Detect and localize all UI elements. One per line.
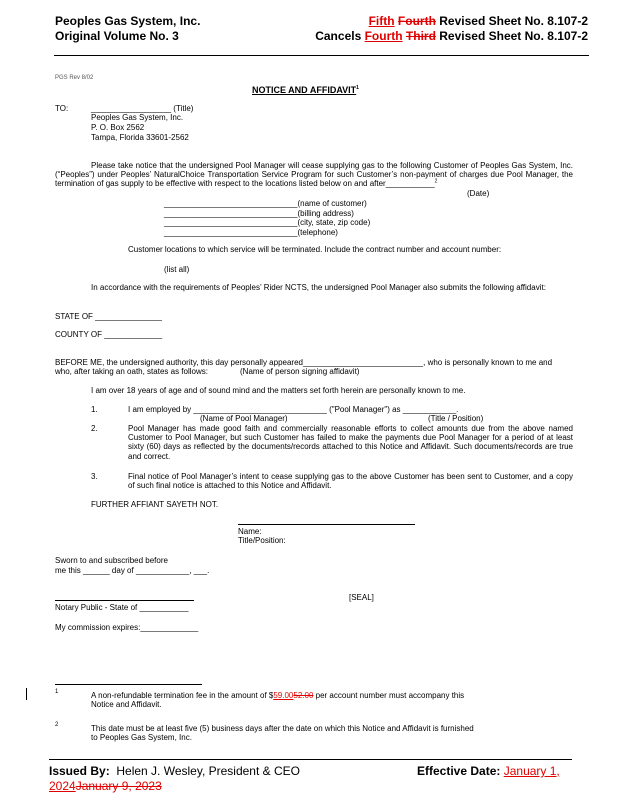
issued-by	[49, 764, 300, 778]
commission-expires-field: My commission expires:_____________	[55, 623, 199, 632]
cancels-new-revision: Fourth	[364, 29, 403, 43]
billing-address-field: ______________________________(billing address)	[164, 209, 354, 218]
item-3-number: 3.	[91, 472, 98, 481]
footnote-2-line-2: to Peoples Gas System, Inc.	[91, 733, 192, 742]
footnote-separator	[55, 684, 202, 685]
footnote-2-line-1: This date must be at least five (5) business days after the date on which this Notice and Affidavit is furnished	[91, 724, 474, 733]
footnote-1-old-amount: 52.00	[293, 691, 314, 700]
effective-date-new-b: 2024	[49, 779, 76, 793]
footnote-1-text	[91, 691, 464, 700]
effective-date-line-2	[49, 779, 162, 793]
page-title	[252, 85, 359, 95]
footer-rule	[49, 759, 572, 760]
cancels-old-revision: Third	[405, 29, 436, 43]
item-1-text: I am employed by ______________________________ ("Pool Manager") as ____________.	[128, 405, 459, 414]
issued-by-label: Issued By:	[49, 764, 110, 778]
further-affiant-text: FURTHER AFFIANT SAYETH NOT.	[91, 500, 219, 509]
to-address-2: P. O. Box 2562	[91, 123, 145, 132]
to-address-3: Tampa, Florida 33601-2562	[91, 133, 189, 142]
city-state-zip-field: ______________________________(city, state, zip code)	[164, 218, 371, 227]
footnote-1-text-b: per account number must accompany this	[313, 691, 465, 700]
item-3-text: Final notice of Pool Manager’s intent to cease supplying gas to the above Customer has been sent to Customer, and a copy of such final notice is attached to this Notice and Affidavit.	[128, 472, 573, 491]
notice-footnote-ref: 2	[434, 178, 438, 185]
title-text: NOTICE AND AFFIDAVIT	[252, 85, 357, 95]
locations-text: Customer locations to which service will be terminated. Include the contract number and account number:	[128, 245, 502, 254]
header-rule	[54, 55, 589, 56]
footnote-1-text-a: A non-refundable termination fee in the amount of $	[91, 691, 274, 700]
person-signing-label: (Name of person signing affidavit)	[240, 367, 360, 376]
before-me-text: BEFORE ME, the undersigned authority, this day personally appeared___________________________, who is personally known to me and	[55, 358, 553, 367]
issued-by-value: Helen J. Wesley, President & CEO	[116, 764, 300, 778]
over-18-text: I am over 18 years of age and of sound mind and the matters set forth herein are personally known to me.	[91, 386, 466, 395]
sheet-number	[369, 14, 588, 28]
title-position-label: (Title / Position)	[428, 414, 484, 423]
to-title-line: __________________ (Title)	[91, 104, 194, 113]
title-footnote-ref: 1	[356, 85, 359, 91]
customer-name-field: ______________________________(name of customer)	[164, 199, 367, 208]
notice-text: Please take notice that the undersigned Pool Manager will cease supplying gas to the following Customer of Peoples Gas System, Inc. (“Peoples”) under Peoples’ NaturalChoice Transportation Service Program for such Customer’s non-payment of charges due Pool Manager, the termination of gas supply to be effective with respect to the locations listed below on and after___________	[55, 161, 573, 189]
sheet-new-revision: Fifth	[368, 14, 395, 28]
item-1-number: 1.	[91, 405, 98, 414]
notary-public-label: Notary Public - State of ___________	[55, 603, 189, 612]
form-revision: PGS Rev 8/02	[55, 75, 94, 81]
volume-label: Original Volume No. 3	[55, 29, 179, 43]
effective-date	[417, 764, 560, 778]
rider-text: In accordance with the requirements of Peoples’ Rider NCTS, the undersigned Pool Manager also submits the following affidavit:	[91, 283, 546, 292]
to-address-1: Peoples Gas System, Inc.	[91, 113, 184, 122]
notary-signature-line	[55, 600, 194, 601]
footnote-1-line-2: Notice and Affidavit.	[91, 700, 162, 709]
sworn-text-2: me this ______ day of ____________, ___.	[55, 566, 210, 575]
sheet-old-revision: Fourth	[397, 14, 436, 28]
footnote-1-new-amount: 59.00	[273, 691, 294, 700]
sworn-text-1: Sworn to and subscribed before	[55, 556, 168, 565]
company-name: Peoples Gas System, Inc.	[55, 14, 201, 28]
cancels-suffix: Revised Sheet No. 8.107-2	[435, 29, 588, 43]
to-label: TO:	[55, 104, 69, 113]
date-label: (Date)	[467, 189, 490, 198]
sheet-suffix: Revised Sheet No. 8.107-2	[435, 14, 588, 28]
cancels-prefix: Cancels	[315, 29, 365, 43]
footnote-2-number: 2	[55, 722, 59, 728]
notice-paragraph	[55, 161, 573, 189]
effective-date-label: Effective Date:	[417, 764, 501, 778]
state-of-field: STATE OF _______________	[55, 312, 162, 321]
cancels-sheet	[315, 29, 588, 43]
change-bar	[26, 688, 27, 700]
item-2-text: Pool Manager has made good faith and commercially reasonable efforts to collect amounts due from the above named Customer to Pool Manager, but such Customer has failed to make the payments due Pool Manager for a period of at least sixty (60) days as reflected by the documents/records attached to this Notice and Affidavit. Such documents/records are true and correct.	[128, 424, 573, 461]
effective-date-old: January 9, 2023	[75, 779, 162, 793]
telephone-field: ______________________________(telephone)	[164, 228, 338, 237]
signature-name-label: Name:	[238, 527, 262, 536]
who-after-text: who, after taking an oath, states as follows:	[55, 367, 208, 376]
signature-title-label: Title/Position:	[238, 536, 286, 545]
effective-date-new-a: January 1,	[503, 764, 560, 778]
pool-manager-name-label: (Name of Pool Manager)	[200, 414, 288, 423]
signature-line	[238, 524, 415, 525]
item-2-number: 2.	[91, 424, 98, 433]
footnote-1-number: 1	[55, 689, 59, 695]
list-all-text: (list all)	[164, 265, 190, 274]
county-of-field: COUNTY OF _____________	[55, 330, 163, 339]
seal-label: [SEAL]	[349, 593, 374, 602]
